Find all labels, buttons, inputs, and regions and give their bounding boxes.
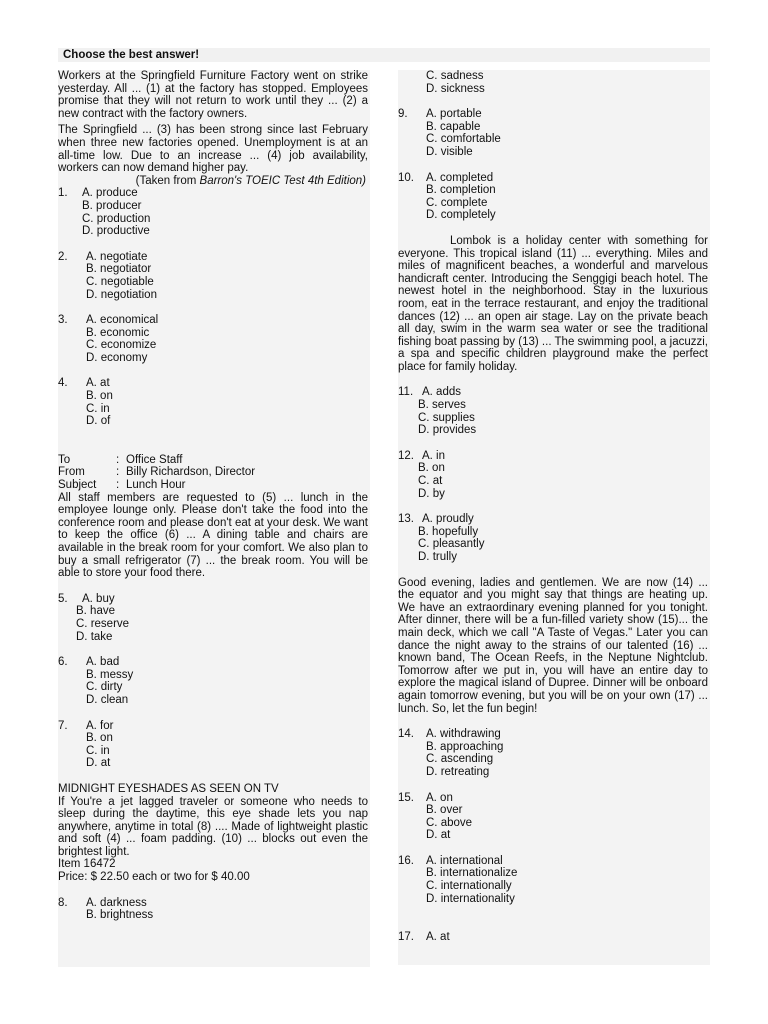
answer-option[interactable]: D. trully: [418, 551, 457, 563]
answer-option[interactable]: C. above: [426, 816, 473, 829]
passage-factory-p2: The Springfield ... (3) has been strong since last February when three new factories opened. Unemployment is at an all-time low. Due to an increase ... (4) job availability, workers can now demand higher pay.: [58, 124, 368, 175]
answer-option[interactable]: D. sickness: [426, 82, 485, 95]
answer-option[interactable]: D. retreating: [426, 765, 490, 778]
memo-from-key: From: [58, 466, 85, 479]
memo-colon: :: [116, 479, 120, 492]
answer-option[interactable]: B. approaching: [426, 740, 504, 753]
answer-option[interactable]: B. on: [86, 732, 113, 745]
passage-lombok: [398, 235, 708, 374]
answer-option[interactable]: D. at: [426, 829, 451, 842]
question-4: [58, 377, 368, 427]
answer-option[interactable]: D. provides: [418, 424, 477, 437]
answer-option[interactable]: A. portable: [426, 108, 482, 121]
answer-option[interactable]: C. at: [418, 475, 443, 488]
answer-option[interactable]: B. negotiator: [86, 263, 152, 276]
answer-option[interactable]: B. messy: [86, 668, 134, 681]
question-17: [398, 931, 708, 944]
memo-subject-key: Subject: [58, 479, 97, 492]
answer-option[interactable]: A. produce: [82, 187, 138, 200]
question-number: 3.: [58, 314, 68, 327]
answer-option[interactable]: C. internationally: [426, 880, 512, 893]
answer-option[interactable]: A. on: [426, 791, 453, 804]
question-number: 4.: [58, 377, 68, 390]
question-1: [58, 187, 368, 237]
source-title: Barron's TOEIC Test 4th Edition): [199, 174, 366, 187]
answer-option[interactable]: A. for: [86, 719, 114, 732]
answer-option[interactable]: C. supplies: [418, 411, 475, 424]
memo-header: [58, 454, 368, 492]
answer-option[interactable]: A. buy: [82, 592, 115, 605]
question-2: [58, 251, 368, 301]
answer-option[interactable]: B. over: [426, 804, 463, 817]
answer-option[interactable]: C. comfortable: [426, 133, 501, 146]
passage-lombok-text: Lombok is a holiday center with something for everyone. This tropical island (11) ... everything. Miles and miles of magnificent beaches, a wonderful and marvelous handicraft center. Introducing the Senggigi beach hotel. The newest hotel in the neighborhood. Stay in the luxurious room, eat in the terrace restaurant, and enjoy the traditional dances (12) ... an open air stage. Lay on the private beach all day, swim in the warm sea water or see the traditional fishing boat passing by (13) ... The swimming pool, a jacuzzi, a spa and specific children playground make the perfect place for family holiday.: [398, 234, 708, 373]
question-number: 8.: [58, 896, 68, 909]
answer-option[interactable]: C. dirty: [86, 681, 123, 694]
answer-option[interactable]: C. sadness: [426, 70, 484, 82]
question-13: [398, 513, 708, 563]
question-number: 12.: [398, 449, 414, 462]
question-3: [58, 314, 368, 364]
right-column: [398, 70, 710, 965]
question-10: [398, 172, 708, 222]
question-8-continued: [398, 70, 708, 95]
answer-option[interactable]: D. of: [86, 415, 111, 428]
question-14: [398, 728, 708, 778]
question-number: 17.: [398, 931, 414, 944]
answer-option[interactable]: B. on: [86, 390, 113, 403]
question-7: [58, 720, 368, 770]
left-column: [58, 70, 370, 967]
ad-body: If You're a jet lagged traveler or someone who needs to sleep during the daytime, this eye shade lets you nap anywhere, anytime in total (8) .... Made of lightweight plastic and soft (4) ... foam padding. (10) ... blocks out even the brightest light.: [58, 795, 368, 858]
ad-item: Item 16472: [58, 858, 116, 871]
answer-option[interactable]: B. hopefully: [418, 525, 479, 538]
answer-option[interactable]: D. completely: [426, 209, 496, 222]
answer-option[interactable]: C. in: [86, 402, 110, 415]
passage-factory-p1: Workers at the Springfield Furniture Factory went on strike yesterday. All ... (1) at the factory has stopped. Employees promise that they will not return to work until they ... (2) a new contract with the factory owners.: [58, 70, 368, 120]
answer-option[interactable]: B. on: [418, 462, 445, 475]
answer-option[interactable]: A. economical: [86, 314, 159, 327]
question-number: 16.: [398, 854, 414, 867]
question-number: 9.: [398, 108, 408, 121]
question-8: [58, 897, 368, 922]
source-prefix: (Taken from: [135, 174, 200, 187]
answer-option[interactable]: D. internationality: [426, 892, 515, 905]
question-15: [398, 792, 708, 842]
question-12: [398, 450, 708, 500]
answer-option[interactable]: D. visible: [426, 145, 473, 158]
answer-option[interactable]: D. clean: [86, 693, 129, 706]
memo-colon: :: [116, 453, 120, 466]
memo-to-key: To: [58, 453, 71, 466]
answer-option[interactable]: C. production: [82, 212, 151, 225]
answer-option[interactable]: C. ascending: [426, 753, 494, 766]
answer-option[interactable]: A. international: [426, 854, 503, 867]
answer-option[interactable]: B. have: [76, 605, 115, 618]
question-11: [398, 386, 708, 436]
question-number: 10.: [398, 171, 414, 184]
answer-option[interactable]: B. producer: [82, 199, 142, 212]
answer-option[interactable]: B. internationalize: [426, 867, 518, 880]
question-number: 1.: [58, 187, 68, 200]
memo-from-value: Billy Richardson, Director: [126, 466, 256, 479]
answer-option[interactable]: A. at: [86, 377, 110, 390]
answer-option[interactable]: A. at: [426, 931, 450, 944]
answer-option[interactable]: C. complete: [426, 196, 488, 209]
source-citation: [58, 175, 368, 188]
answer-option[interactable]: A. bad: [86, 656, 120, 669]
answer-option[interactable]: A. negotiate: [86, 250, 148, 263]
answer-option[interactable]: A. withdrawing: [426, 728, 501, 741]
question-9: [398, 108, 708, 158]
answer-option[interactable]: A. completed: [426, 171, 494, 184]
question-number: 6.: [58, 656, 68, 669]
answer-option[interactable]: D. economy: [86, 351, 148, 364]
question-5: [58, 593, 368, 643]
answer-option[interactable]: B. brightness: [86, 909, 154, 922]
answer-option[interactable]: C. negotiable: [86, 275, 154, 288]
question-number: 5.: [58, 592, 68, 605]
question-number: 15.: [398, 791, 414, 804]
answer-option[interactable]: A. proudly: [422, 513, 474, 526]
question-number: 13.: [398, 513, 414, 526]
memo-colon: :: [116, 466, 120, 479]
answer-option[interactable]: A. adds: [422, 386, 461, 399]
answer-option[interactable]: D. negotiation: [86, 288, 157, 301]
answer-option[interactable]: C. pleasantly: [418, 538, 485, 551]
answer-option[interactable]: B. completion: [426, 184, 496, 197]
answer-option[interactable]: B. capable: [426, 120, 481, 133]
memo-body: All staff members are requested to (5) ... lunch in the employee lounge only. Please don't take the food into the conference room and please don't eat at your desk. We want to keep the office (6) ... A dining table and chairs are available in the break room for your comfort. We also plan to buy a small refrigerator (7) ... the break room. You will be able to store your food there.: [58, 491, 368, 580]
page-title: Choose the best answer!: [63, 49, 200, 61]
memo-subject-value: Lunch Hour: [126, 479, 186, 492]
answer-option[interactable]: C. economize: [86, 339, 157, 352]
answer-option[interactable]: C. reserve: [76, 617, 130, 630]
answer-option[interactable]: D. at: [86, 757, 111, 770]
ad-title: MIDNIGHT EYESHADES AS SEEN ON TV: [58, 782, 279, 795]
question-number: 2.: [58, 250, 68, 263]
question-16: [398, 855, 708, 905]
answer-option[interactable]: A. in: [422, 449, 446, 462]
question-number: 14.: [398, 728, 414, 741]
question-number: 7.: [58, 719, 68, 732]
answer-option[interactable]: C. in: [86, 744, 110, 757]
question-6: [58, 656, 368, 706]
answer-option[interactable]: B. economic: [86, 326, 150, 339]
memo-to-value: Office Staff: [126, 453, 183, 466]
answer-option[interactable]: D. by: [418, 487, 445, 500]
answer-option[interactable]: D. take: [76, 630, 113, 643]
question-number: 11.: [398, 386, 414, 399]
answer-option[interactable]: B. serves: [418, 399, 466, 412]
answer-option[interactable]: D. productive: [82, 225, 150, 238]
ad-price: Price: $ 22.50 each or two for $ 40.00: [58, 871, 250, 884]
passage-cruise: Good evening, ladies and gentlemen. We are now (14) ... the equator and you might say that things are heating up. We have an extraordinary evening planned for you tonight. After dinner, there will be a fun-filled variety show (15)... the main deck, which we call "A Taste of Vegas." Later you can dance the night away to the strains of our talented (16) ... known band, The Ocean Reefs, in the Neptune Nightclub. Tomorrow after we put in, you will have an entire day to explore the magical island of Dupree. Dinner will be onboard again tomorrow evening, but you will be on your own (17) ... lunch. So, let the fun begin!: [398, 576, 708, 715]
answer-option[interactable]: A. darkness: [86, 896, 147, 909]
